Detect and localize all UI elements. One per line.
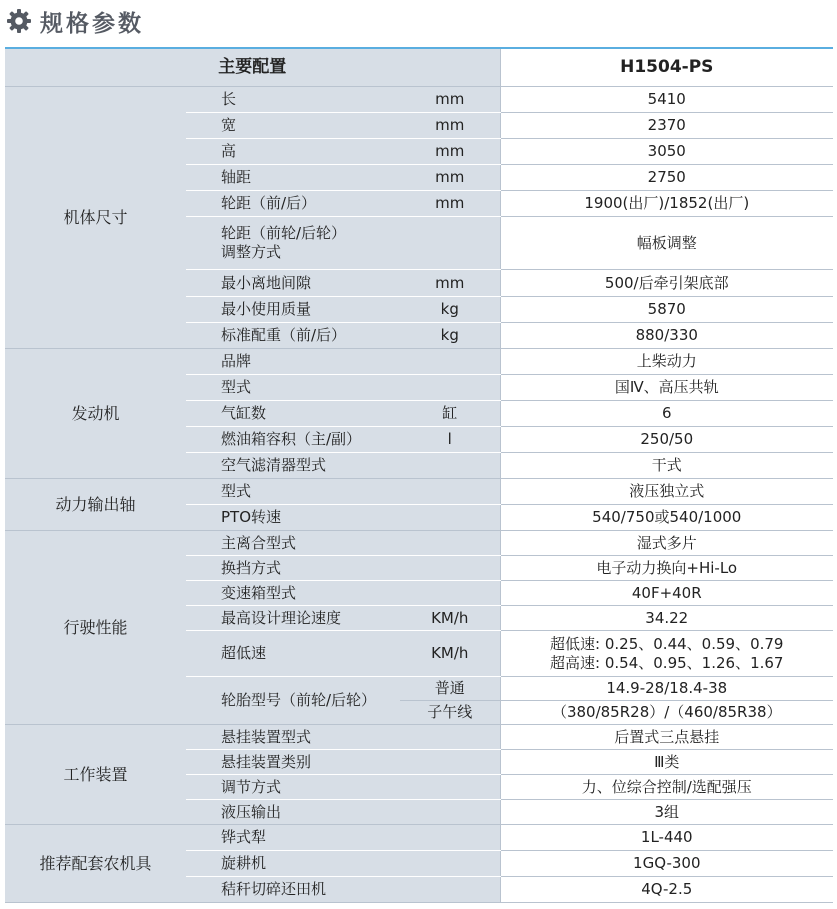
row-unit xyxy=(400,556,500,581)
row-value xyxy=(500,631,833,677)
row-item: 轮胎型号（前轮/后轮） xyxy=(186,677,400,725)
row-value: （380/85R28）/（460/85R38） xyxy=(500,701,833,725)
row-item: 最小使用质量 xyxy=(186,297,400,323)
row-item: 轴距 xyxy=(186,165,400,191)
row-item: 气缸数 xyxy=(186,401,400,427)
row-item: 旋耕机 xyxy=(186,851,400,877)
row-item: 铧式犁 xyxy=(186,825,400,851)
group-label: 机体尺寸 xyxy=(5,87,186,349)
row-value: Ⅲ类 xyxy=(500,750,833,775)
row-item xyxy=(186,217,400,270)
row-unit xyxy=(400,349,500,375)
row-value: 2750 xyxy=(500,165,833,191)
row-unit: mm xyxy=(400,165,500,191)
group-label: 工作装置 xyxy=(5,725,186,825)
group-label: 动力输出轴 xyxy=(5,479,186,531)
row-item: 换挡方式 xyxy=(186,556,400,581)
row-value-line: 超低速: 0.25、0.44、0.59、0.79 xyxy=(550,634,784,653)
gear-icon xyxy=(6,8,32,34)
row-item-line: 轮距（前轮/后轮） xyxy=(221,224,347,242)
row-unit: mm xyxy=(400,87,500,113)
row-unit: mm xyxy=(400,113,500,139)
row-item: 悬挂装置型式 xyxy=(186,725,400,750)
row-unit: l xyxy=(400,427,500,453)
row-value: 液压独立式 xyxy=(500,479,833,505)
row-item: 轮距（前/后） xyxy=(186,191,400,217)
table-row xyxy=(5,725,833,750)
group-label: 推荐配套农机具 xyxy=(5,825,186,903)
row-unit xyxy=(400,453,500,479)
row-item: 空气滤清器型式 xyxy=(186,453,400,479)
page-title: 规格参数 xyxy=(40,10,144,37)
row-item: 秸秆切碎还田机 xyxy=(186,877,400,903)
row-item: 超低速 xyxy=(186,631,400,677)
row-item: 悬挂装置类别 xyxy=(186,750,400,775)
row-unit: mm xyxy=(400,191,500,217)
row-unit xyxy=(400,581,500,606)
row-value: 幅板调整 xyxy=(500,217,833,270)
row-value: 国Ⅳ、高压共轨 xyxy=(500,375,833,401)
group-label: 发动机 xyxy=(5,349,186,479)
section-title xyxy=(6,4,144,38)
row-value: 500/后牵引架底部 xyxy=(500,270,833,297)
row-unit xyxy=(400,217,500,270)
row-value: 1900(出厂)/1852(出厂) xyxy=(500,191,833,217)
row-unit: kg xyxy=(400,297,500,323)
row-item: PTO转速 xyxy=(186,505,400,531)
table-row xyxy=(5,87,833,113)
row-value-line: 超高速: 0.54、0.95、1.26、1.67 xyxy=(550,653,784,672)
row-value: 5410 xyxy=(500,87,833,113)
row-unit xyxy=(400,877,500,903)
row-value: 540/750或540/1000 xyxy=(500,505,833,531)
row-value: 4Q-2.5 xyxy=(500,877,833,903)
row-value: 250/50 xyxy=(500,427,833,453)
row-value: 6 xyxy=(500,401,833,427)
row-item: 高 xyxy=(186,139,400,165)
row-value: 上柴动力 xyxy=(500,349,833,375)
row-item: 标准配重（前/后） xyxy=(186,323,400,349)
row-value: 3050 xyxy=(500,139,833,165)
row-unit xyxy=(400,725,500,750)
row-unit xyxy=(400,775,500,800)
row-value: 880/330 xyxy=(500,323,833,349)
row-item: 最高设计理论速度 xyxy=(186,606,400,631)
row-value: 干式 xyxy=(500,453,833,479)
group-label: 行驶性能 xyxy=(5,531,186,725)
row-value: 湿式多片 xyxy=(500,531,833,556)
row-unit xyxy=(400,505,500,531)
row-unit: 缸 xyxy=(400,401,500,427)
row-unit: KM/h xyxy=(400,631,500,677)
row-unit: mm xyxy=(400,270,500,297)
row-item-line: 调整方式 xyxy=(221,243,282,261)
row-value: 1GQ-300 xyxy=(500,851,833,877)
row-item: 型式 xyxy=(186,375,400,401)
table-header xyxy=(5,49,833,87)
table-row xyxy=(5,531,833,556)
row-value: 力、位综合控制/选配强压 xyxy=(500,775,833,800)
row-item: 型式 xyxy=(186,479,400,505)
row-unit xyxy=(400,851,500,877)
row-value: 5870 xyxy=(500,297,833,323)
row-unit: mm xyxy=(400,139,500,165)
row-item: 品牌 xyxy=(186,349,400,375)
row-unit xyxy=(400,479,500,505)
table-row xyxy=(5,349,833,375)
table-row xyxy=(5,479,833,505)
spec-table xyxy=(5,49,833,903)
row-unit xyxy=(400,800,500,825)
header-config: 主要配置 xyxy=(5,49,500,87)
row-item: 主离合型式 xyxy=(186,531,400,556)
row-value: 1L-440 xyxy=(500,825,833,851)
row-item: 宽 xyxy=(186,113,400,139)
row-item: 变速箱型式 xyxy=(186,581,400,606)
row-unit: KM/h xyxy=(400,606,500,631)
row-unit xyxy=(400,531,500,556)
row-item: 调节方式 xyxy=(186,775,400,800)
header-model: H1504-PS xyxy=(500,49,833,87)
row-value: 34.22 xyxy=(500,606,833,631)
table-row xyxy=(5,825,833,851)
row-value: 电子动力换向+Hi-Lo xyxy=(500,556,833,581)
row-value: 后置式三点悬挂 xyxy=(500,725,833,750)
row-value: 40F+40R xyxy=(500,581,833,606)
row-item: 燃油箱容积（主/副） xyxy=(186,427,400,453)
row-value: 2370 xyxy=(500,113,833,139)
row-item: 长 xyxy=(186,87,400,113)
row-unit: 普通 xyxy=(400,677,500,701)
row-unit xyxy=(400,375,500,401)
row-unit: kg xyxy=(400,323,500,349)
row-unit xyxy=(400,825,500,851)
row-unit: 子午线 xyxy=(400,701,500,725)
row-value: 3组 xyxy=(500,800,833,825)
row-item: 最小离地间隙 xyxy=(186,270,400,297)
row-item: 液压输出 xyxy=(186,800,400,825)
row-unit xyxy=(400,750,500,775)
row-value: 14.9-28/18.4-38 xyxy=(500,677,833,701)
